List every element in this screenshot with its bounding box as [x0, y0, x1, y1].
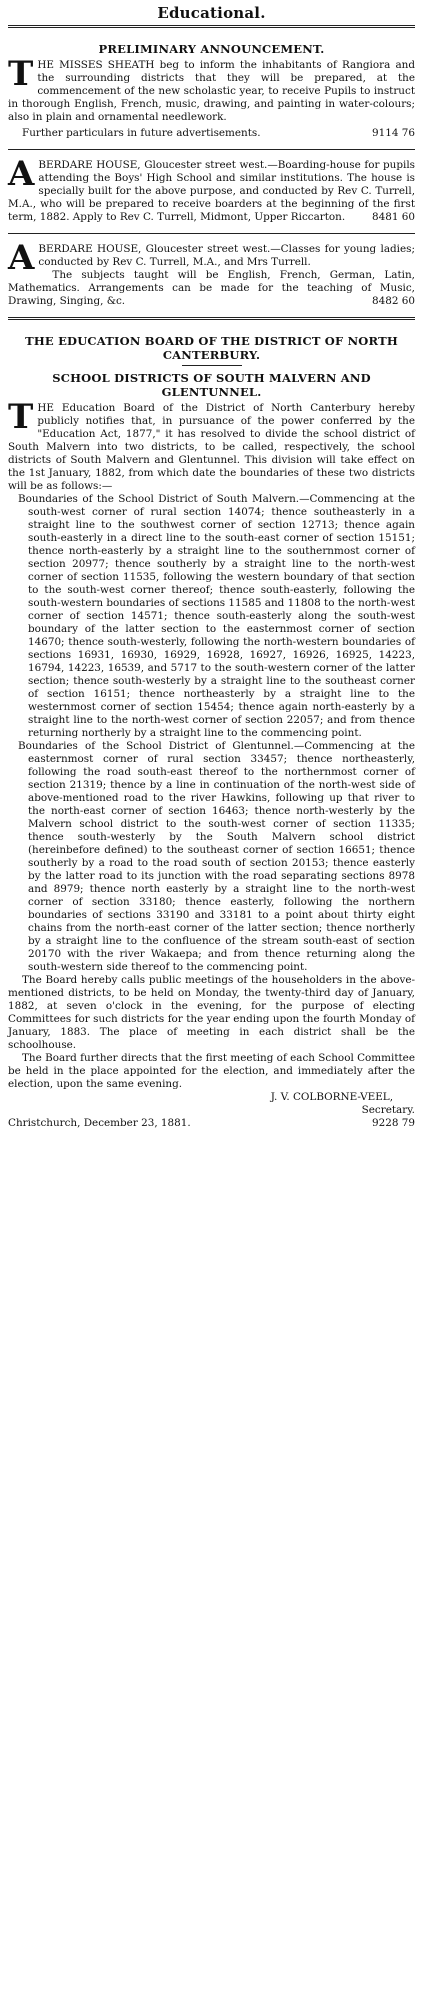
ad-ref-number: 8482 60 — [372, 295, 415, 307]
ad-body: ABERDARE HOUSE, Gloucester street west.—Boarding-house for pupils attending the Boys' High School and similar institutions. The house is specially built for the above purpose, and conducted by Rev C. Turrell, M.A., who will be prepared to receive boarders at the beginning of the first term, 1882. Apply to Rev C. Turrell, Midmont, Upper Riccarton. 8481 60 — [8, 154, 415, 223]
ad-aberdare-boarding — [8, 153, 415, 230]
notice-subheading: SCHOOL DISTRICTS OF SOUTH MALVERN AND GLENTUNNEL. — [52, 371, 371, 399]
ad-ref-number: 8481 60 — [372, 211, 415, 223]
divider — [8, 233, 415, 234]
divider — [8, 149, 415, 150]
signature-title: Secretary. — [361, 1104, 415, 1116]
section-title: Educational. — [157, 4, 266, 22]
drop-cap: A — [8, 238, 35, 278]
drop-cap: A — [8, 154, 35, 194]
notice-paragraph: The Board further directs that the first meeting of each School Committee be held in the place appointed for the election, and immediately after the election, upon the same evening. — [8, 1052, 415, 1090]
divider — [8, 317, 415, 320]
notice-intro: THE Education Board of the District of North Canterbury hereby publicly notifies that, in pursuance of the power conferred by the "Education Act, 1877," it has resolved to divide the school district of South Malvern into two districts, to be called, respectively, the school districts of South Malvern and Glentunnel. This division will take effect on the 1st January, 1882, from which date the boundaries of these two districts will be as follows:— — [8, 397, 415, 492]
ad-preliminary-announcement — [8, 31, 415, 146]
ad-ref-number: 9114 76 — [372, 127, 415, 139]
ad-ref-number: 9228 79 — [372, 1117, 415, 1129]
notice-heading: THE EDUCATION BOARD OF THE DISTRICT OF NORTH CANTERBURY. — [25, 334, 398, 362]
dateline: Christchurch, December 23, 1881. 9228 79 — [8, 1117, 415, 1129]
ad-heading: PRELIMINARY ANNOUNCEMENT. — [98, 42, 325, 56]
notice-education-board — [8, 323, 415, 1136]
ad-footer: Further particulars in future advertisements. 9114 76 — [22, 127, 415, 139]
boundary-glentunnel: Boundaries of the School District of Glentunnel.—Commencing at the easternmost corner of rural section 33457; thence northeasterly, following the road south-east thereof to the northernmost corner of section 21319; thence by a line in continuation of the north-west side of above-mentioned road to the river Hawkins, following up that river to the north-east corner of section 16463; thence north-westerly by the Malvern school district to the south-west corner of section 11335; thence south-westerly by the South Malvern school district (hereinbefore defined) to the southeast corner of section 16651; thence southerly by a road to the road south of section 20153; thence easterly by the latter road to its junction with the road separating sections 8978 and 8979; thence north easterly by a straight line to the north-west corner of section 33180; thence easterly, following the northern boundaries of sections 33190 and 33181 to a point about thirty eight chains from the north-east corner of the latter section; thence northerly by a straight line to the confluence of the stream south-east of section 20170 with the river Wakaepa; and from thence returning along the south-western side thereof to the commencing point. — [18, 740, 415, 973]
drop-cap: T — [8, 397, 34, 437]
ad-body: ABERDARE HOUSE, Gloucester street west.—Classes for young ladies; conducted by Rev C. Turrell, M.A., and Mrs Turrell. — [8, 238, 415, 278]
ad-body: THE MISSES SHEATH beg to inform the inhabitants of Rangiora and the surrounding districts that they will be prepared, at the commencement of the new scholastic year, to receive Pupils to instruct in thorough English, French, music, drawing, and painting in water-colours; also in plain and ornamental needlework. — [8, 54, 415, 123]
ad-aberdare-classes — [8, 237, 415, 314]
signature-name: J. V. COLBORNE-VEEL, — [270, 1091, 393, 1103]
notice-paragraph: The Board hereby calls public meetings of the householders in the above-mentioned districts, to be held on Monday, the twenty-third day of January, 1882, at seven o'clock in the evening, for the purpose of electing Committees for such districts for the year ending upon the fourth Monday of January, 1883. The place of meeting in each district shall be the schoolhouse. — [8, 974, 415, 1051]
divider — [182, 365, 242, 366]
divider — [8, 25, 415, 28]
boundary-south-malvern: Boundaries of the School District of South Malvern.—Commencing at the south-west corner of rural section 14074; thence southeasterly in a straight line to the southwest corner of section 12713; thence again south-easterly in a direct line to the south-east corner of section 15151; thence north-easterly by a straight line to the southernmost corner of section 20977; thence southerly by a straight line to the north-west corner of section 11535, following the western boundary of that section to the south-west corner thereof; thence south-easterly, following the south-western boundaries of sections 11585 and 11808 to the north-west corner of section 14571; thence south-easterly along the south-west boundary of the latter section to the easternmost corner of section 14670; thence south-westerly, following the north-western boundaries of sections 16931, 16930, 16929, 16928, 16927, 16926, 16925, 14223, 16794, 14223, 16539, and 5717 to the south-western corner of the latter section; thence south-westerly by a straight line to the southeast corner of section 16151; thence northeasterly by a straight line to the westernmost corner of section 15454; thence again north-easterly by a straight line to the north-west corner of section 22057; and from thence returning northerly by a straight line to the commencing point. — [18, 493, 415, 739]
ad-body-2: The subjects taught will be English, French, German, Latin, Mathematics. Arrangements can be made for the teaching of Music, Drawing, Singing, &c. 8482 60 — [8, 269, 415, 307]
drop-cap: T — [8, 54, 34, 94]
newspaper-column — [8, 0, 415, 1136]
